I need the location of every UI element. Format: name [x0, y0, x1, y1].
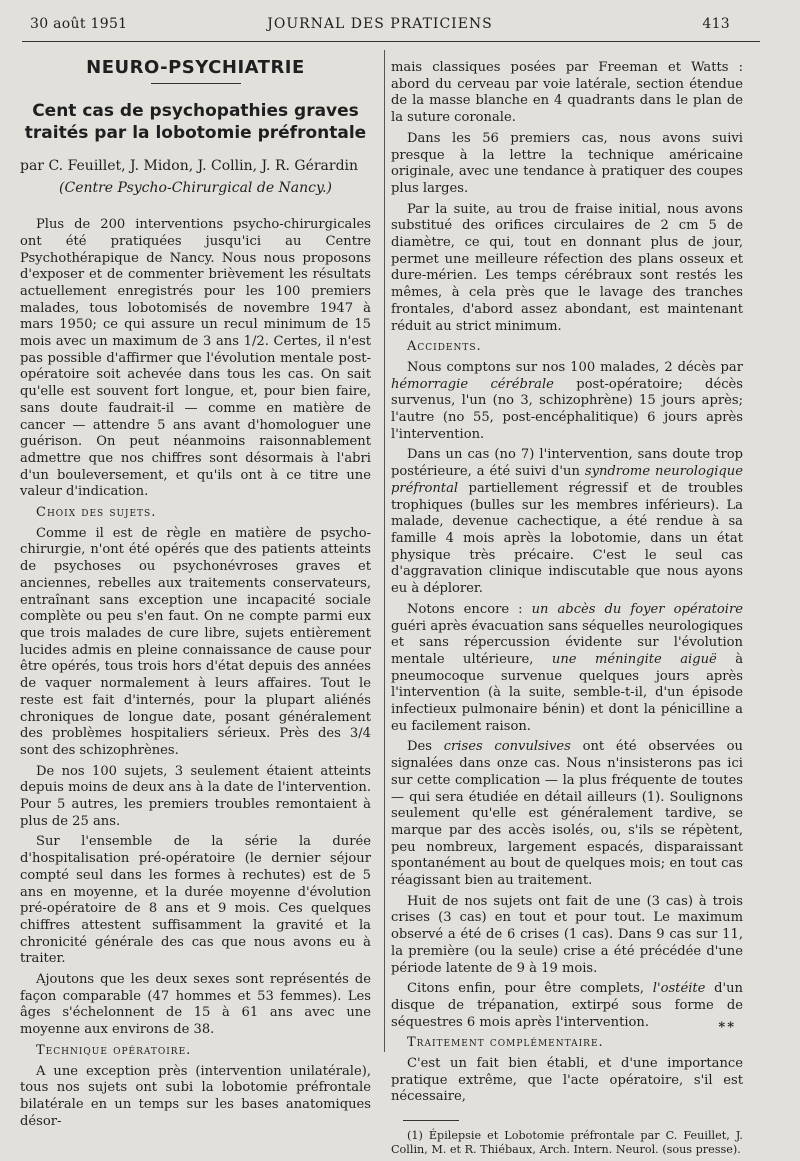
choix-paragraph-4: Ajoutons que les deux sexes sont représentés de façon comparable (47 hommes et 53 femmes). Les âges s'échelonnent de 15 à 61 ans avec une moyenne aux environs de 38. [20, 972, 371, 1038]
title-line-1: Cent cas de psychopathies graves [32, 100, 359, 121]
section-heading: NEURO-PSYCHIATRIE [86, 57, 305, 78]
right-column [391, 60, 743, 1161]
running-header [30, 16, 730, 38]
technique-paragraph-1: A une exception près (intervention unilatérale), tous nos sujets ont subi la lobotomie préfrontale bilatérale en un temps sur les bases anatomiques désor- [20, 1063, 371, 1129]
traitement-paragraph-1: C'est un fait bien établi, et d'une importance pratique extrême, que l'acte opératoire, s'il est nécessaire, [391, 1056, 743, 1105]
article-byline: par C. Feuillet, J. Midon, J. Collin, J. R. Gérardin [20, 157, 359, 174]
choix-paragraph-1: Comme il est de règle en matière de psycho-chirurgie, n'ont été opérés que des patients atteints de psychoses ou psychonévroses graves et anciennes, rebelles aux traitements conservateurs, entraînant sans exception une incapacité sociale complète ou peu s'en faut. On ne compte parmi eux que trois malades de cure libre, sujets entièrement lucides admis en pleine connaissance de cause pour être opérés, tous trois hors d'état depuis des années de vaquer normalement à leurs affaires. Tout le reste est fait d'internés, pour la plupart aliénés chroniques de longue date, posant généralement des problèmes hospitaliers sérieux. Près des 3/4 sont des schizophrènes. [20, 525, 371, 758]
intro-paragraph: Plus de 200 interventions psycho-chirurgicales ont été pratiquées jusqu'ici au Centre Psychothérapique de Nancy. Nous nous proposons d'exposer et de commenter brièvement les résultats actuellement enregistrés pour les 100 premiers malades, tous lobotomisés de novembre 1947 à mars 1950; ce qui assure un recul minimum de 15 mois avec un maximum de 3 ans 1/2. Certes, il n'est pas possible d'affirmer que l'évolution mentale post-opératoire soit achevée dans tous les cas. On sait qu'elle est souvent fort longue, et, pour bien faire, sans doute faudrait-il — comme en matière de cancer — attendre 5 ans avant d'homologuer une guérison. On peut néanmoins raisonnablement admettre que nos chiffres sont désormais à l'abri d'un bouleversement, et qu'ils ont à ce titre une valeur d'indication. [20, 217, 371, 500]
article-affiliation: (Centre Psycho-Chirurgical de Nancy.) [59, 180, 332, 197]
technique-continuation: mais classiques posées par Freeman et Watts : abord du cerveau par voie latérale, section étendue de la masse blanche en 4 quadrants dans le plan de la suture coronale. [391, 60, 743, 126]
left-column [20, 57, 371, 1134]
accidents-paragraph-3: Notons encore : un abcès du foyer opératoire guéri après évacuation sans séquelles neurologiques et sans répercussion évidente sur l'évolution mentale ultérieure, une méningite aiguë à pneumocoque survenue quelques jours après l'intervention (à la suite, semble-t-il, d'un épisode infectieux pulmonaire bénin) et dont la pénicilline a eu facilement raison. [391, 601, 744, 734]
article-title [20, 100, 371, 144]
header-date: 30 août 1951 [30, 16, 128, 32]
section-rule [151, 83, 241, 84]
accidents-paragraph-1: Nous comptons sur nos 100 malades, 2 décès par hémorragie cérébrale post-opératoire; décès survenus, l'un (no 3, schizophrène) 15 jours après; l'autre (no 55, post-encéphalitique) 6 jours après l'intervention. [391, 359, 743, 442]
footnote-rule [403, 1120, 459, 1121]
column-divider [384, 50, 385, 1052]
technique-paragraph-3: Par la suite, au trou de fraise initial, nous avons substitué des orifices circulaires de 2 cm 5 de diamètre, ce qui, tout en donnant plus de jour, permet une meilleure réfection des plans osseux et dure-mérien. Les temps cérébraux sont restés les mêmes, à cela près que le lavage des tranches frontales, d'abord assez abondant, est maintenant réduit au strict minimum. [391, 201, 743, 334]
header-rule [22, 41, 760, 42]
choix-paragraph-2: De nos 100 sujets, 3 seulement étaient atteints depuis moins de deux ans à la date de l'intervention. Pour 5 autres, les premiers troubles remontaient à plus de 25 ans. [20, 763, 371, 829]
heading-technique: Technique opératoire. [36, 1042, 192, 1058]
page-number: 413 [702, 16, 730, 32]
technique-paragraph-2: Dans les 56 premiers cas, nous avons suivi presque à la lettre la technique américaine originale, avec une tendance à pratiquer des coupes plus larges. [391, 130, 743, 196]
accidents-paragraph-4: Des crises convulsives ont été observées ou signalées dans onze cas. Nous n'insisterons pas ici sur cette complication — la plus fréquente de toutes — qui sera étudiée en détail ailleurs (1). Soulignons seulement qu'elle est généralement tardive, se marque par des accès isolés, ou, s'ils se répètent, peu nombreux, largement espacés, disparaissant spontanément au bout de quelques mois; en tout cas réagissant bien au traitement. [391, 739, 743, 889]
title-line-2: traités par la lobotomie préfrontale [24, 122, 367, 143]
footnote: (1) Épilepsie et Lobotomie préfrontale par C. Feuillet, J. Collin, M. et R. Thiébaux, Arch. Intern. Neurol. (sous presse). [391, 1129, 743, 1157]
accidents-paragraph-6: Citons enfin, pour être complets, l'ostéite d'un disque de trépanation, extirpé sous forme de séquestres 6 mois après l'intervention. [391, 981, 743, 1030]
journal-name: JOURNAL DES PRATICIENS [267, 16, 493, 32]
end-mark: ** [718, 1020, 736, 1035]
heading-traitement: Traitement complémentaire. [407, 1035, 604, 1051]
accidents-paragraph-5: Huit de nos sujets ont fait de une (3 cas) à trois crises (3 cas) en tout et pour tout. Le maximum observé a été de 6 crises (1 cas). Dans 9 cas sur 11, la première (ou la seule) crise a été précédée d'une période latente de 9 à 19 mois. [391, 893, 743, 976]
heading-accidents: Accidents. [407, 339, 482, 355]
heading-choix: Choix des sujets. [36, 505, 157, 521]
accidents-paragraph-2: Dans un cas (no 7) l'intervention, sans doute trop postérieure, a été suivi d'un syndrome neurologique préfrontal partiellement régressif et de troubles trophiques (bulles sur les membres inférieurs). La malade, devenue cachectique, a été rendue à sa famille 4 mois après la lobotomie, dans un état physique très précaire. C'est le seul cas d'aggravation clinique indiscutable que nous ayons eu à déplorer. [391, 447, 743, 597]
choix-paragraph-3: Sur l'ensemble de la série la durée d'hospitalisation pré-opératoire (le dernier séjour compté seul dans les formes à rechutes) est de 5 ans en moyenne, et la durée moyenne d'évolution pré-opératoire de 8 ans et 9 mois. Ces quelques chiffres attestent suffisamment la gravité et la chronicité générale des cas que nous avons eu à traiter. [20, 834, 371, 967]
